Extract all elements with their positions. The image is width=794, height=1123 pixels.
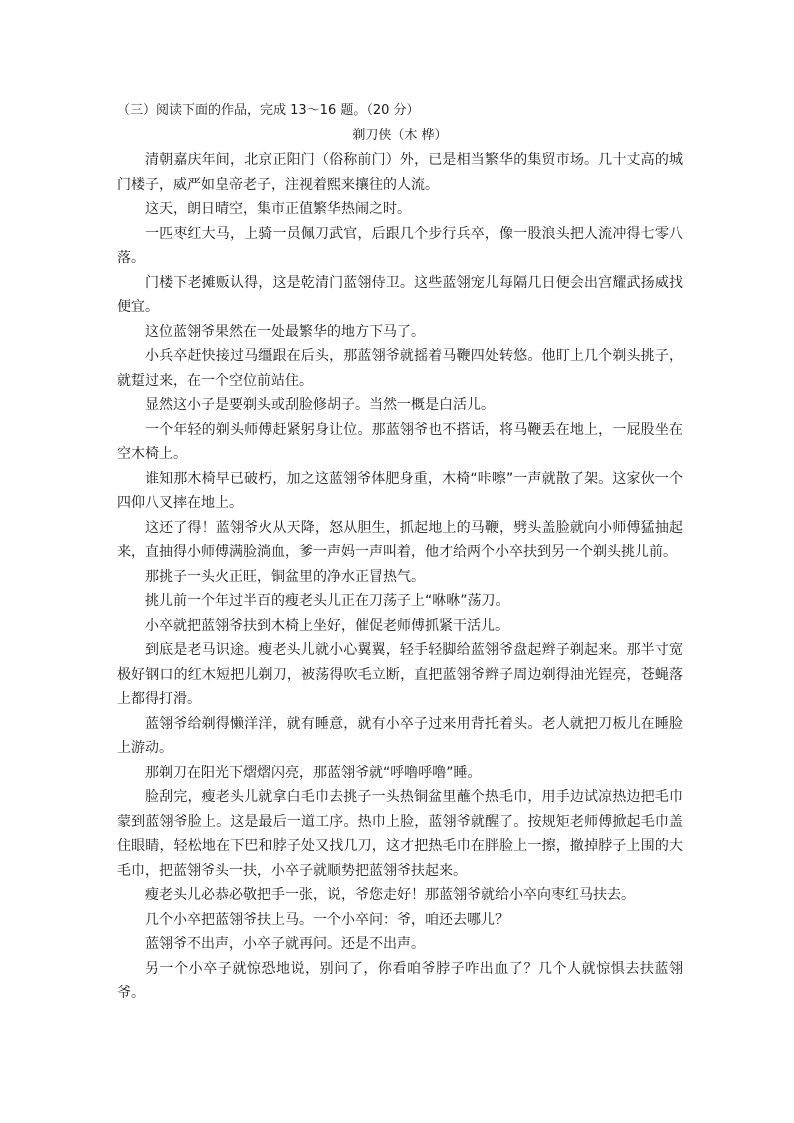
document-page xyxy=(117,99,683,1006)
paragraph: 那剃刀在阳光下熠熠闪亮，那蓝翎爷就“呼噜呼噜”睡。 xyxy=(145,764,482,781)
paragraph: 这天，朗日晴空，集市正值繁华热闹之时。 xyxy=(145,201,411,217)
paragraph: 那挑子一头火正旺，铜盆里的净水正冒热气。 xyxy=(145,568,425,585)
paragraph: 到底是老马识途。瘦老头儿就小心翼翼，轻手轻脚给蓝翎爷盘起辫子剃起来。那半寸宽极好钢口的红木短把儿剃刀，被荡得吹毛立断，直把蓝翎爷辫子周边剃得油光锃亮，苍蝇落上都得打滑。 xyxy=(117,642,683,707)
paragraph: 小兵卒赶快接过马缰跟在后头，那蓝翎爷就摇着马鞭四处转悠。他盯上几个剃头挑子，就踅过来，在一个空位前站住。 xyxy=(117,348,683,389)
paragraph: 门楼下老摊贩认得，这是乾清门蓝翎侍卫。这些蓝翎宠儿每隔几日便会出宫耀武扬威找便宜。 xyxy=(117,274,683,315)
story-title: 剃刀侠（木 桦） xyxy=(352,127,448,143)
paragraph: 这还了得！蓝翎爷火从天降，怒从胆生，抓起地上的马鞭，劈头盖脸就向小师傅猛抽起来，直抽得小师傅满脸淌血，爹一声妈一声叫着，他才给两个小卒扶到另一个剃头挑儿前。 xyxy=(117,519,683,560)
paragraph: 这位蓝翎爷果然在一处最繁华的地方下马了。 xyxy=(145,323,425,340)
paragraph: 谁知那木椅早已破朽，加之这蓝翎爷体肥身重，木椅“咔嚓”一声就散了架。这家伙一个四仰八叉摔在地上。 xyxy=(117,470,683,511)
paragraph: 蓝翎爷给剃得懒洋洋，就有睡意，就有小卒子过来用背托着头。老人就把刀板儿在睡脸上游动。 xyxy=(117,715,683,756)
section-heading: （三）阅读下面的作品，完成 13～16 题。（20 分） xyxy=(117,103,420,118)
paragraph: 挑儿前一个年过半百的瘦老头儿正在刀荡子上“咻咻”荡刀。 xyxy=(145,593,510,609)
paragraph: 一匹枣红大马，上骑一员佩刀武官，后跟几个步行兵卒，像一股浪头把人流冲得七零八落。 xyxy=(117,225,683,266)
paragraph: 另一个小卒子就惊恐地说，别问了，你看咱爷脖子咋出血了？几个人就惊惧去扶蓝翎爷。 xyxy=(117,960,683,1001)
paragraph: 清朝嘉庆年间，北京正阳门（俗称前门）外，已是相当繁华的集贸市场。几十丈高的城门楼子，威严如皇帝老子，注视着熙来攘往的人流。 xyxy=(117,152,683,193)
paragraph: 瘦老头儿必恭必敬把手一张，说，爷您走好！那蓝翎爷就给小卒向枣红马扶去。 xyxy=(145,887,635,903)
paragraph: 一个年轻的剃头师傅赶紧躬身让位。那蓝翎爷也不搭话，将马鞭丢在地上，一屁股坐在空木椅上。 xyxy=(117,421,683,462)
paragraph: 蓝翎爷不出声，小卒子就再问。还是不出声。 xyxy=(145,936,425,952)
paragraph: 显然这小子是要剃头或刮脸修胡子。当然一概是白活儿。 xyxy=(145,397,495,413)
paragraph: 几个小卒把蓝翎爷扶上马。一个小卒问：爷，咱还去哪儿？ xyxy=(145,911,509,928)
paragraph: 小卒就把蓝翎爷扶到木椅上坐好，催促老师傅抓紧干活儿。 xyxy=(145,617,509,634)
paragraph: 脸刮完，瘦老头儿就拿白毛巾去挑子一头热铜盆里蘸个热毛巾，用手边试凉热边把毛巾蒙到蓝翎爷脸上。这是最后一道工序。热巾上脸，蓝翎爷就醒了。按规矩老师傅掀起毛巾盖住眼睛，轻松地在下巴和脖子处又找几刀，这才把热毛巾在胖脸上一擦，撤掉脖子上围的大毛巾，把蓝翎爷头一扶，小卒子就顺势把蓝翎爷扶起来。 xyxy=(117,789,683,879)
